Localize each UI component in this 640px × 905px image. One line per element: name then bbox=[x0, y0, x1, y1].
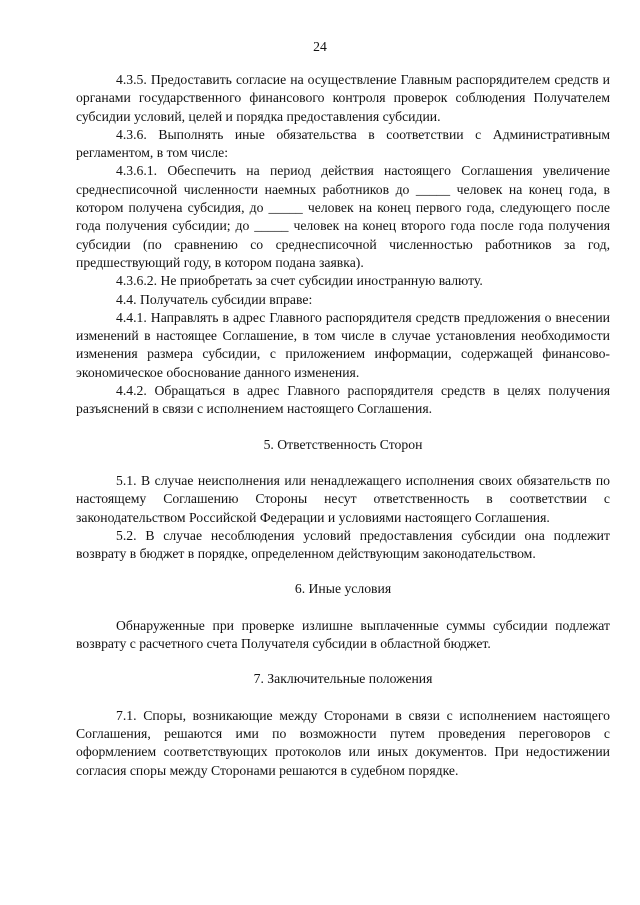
document-body bbox=[76, 71, 610, 780]
section-5-title: 5. Ответственность Сторон bbox=[263, 436, 423, 452]
clause-4-3-6: 4.3.6. Выполнять иные обязательства в соответствии с Административным регламентом, в том числе: bbox=[76, 126, 610, 161]
clause-4-4: 4.4. Получатель субсидии вправе: bbox=[116, 291, 313, 307]
clause-4-4-2: 4.4.2. Обращаться в адрес Главного распорядителя средств в целях получения разъяснений в связи с исполнением настоящего Соглашения. bbox=[76, 383, 610, 417]
clause-7-1: 7.1. Споры, возникающие между Сторонами в связи с исполнением настоящего Соглашения, решаются ими по возможности путем проведения переговоров с оформлением соответствующих протоколов или иных документов. При недостижении согласия споры между Сторонами решаются в судебном порядке. bbox=[76, 707, 610, 778]
section-7-title: 7. Заключительные положения bbox=[253, 671, 433, 687]
clause-6: Обнаруженные при проверке излишне выплаченные суммы субсидии подлежат возврату с расчетного счета Получателя субсидии в областной бюджет. bbox=[76, 617, 610, 652]
clause-4-3-6-1: 4.3.6.1. Обеспечить на период действия настоящего Соглашения увеличение среднесписочной численности наемных работников до _____ человек на конец года, в котором получена субсидия, до _____ человек на конец первого года, следующего после года получения субсидии; до _____ человек на конец второго года после года получения субсидии (по сравнению со среднесписочной численностью работников за год, предшествующий году, в котором подана заявка). bbox=[76, 163, 610, 270]
section-6-title: 6. Иные условия bbox=[294, 581, 392, 597]
clause-5-2: 5.2. В случае несоблюдения условий предоставления субсидии она подлежит возврату в бюджет в порядке, определенном действующим законодательством. bbox=[76, 527, 610, 562]
clause-4-4-1: 4.4.1. Направлять в адрес Главного распорядителя средств предложения о внесении изменений в настоящее Соглашение, в том числе в случае установления необходимости изменения размера субсидии, с приложением информации, содержащей финансово-экономическое обоснование данного изменения. bbox=[76, 309, 610, 380]
page-number: 24 bbox=[313, 39, 327, 54]
clause-5-1: 5.1. В случае неисполнения или ненадлежащего исполнения своих обязательств по настоящему Соглашению Стороны несут ответственность в соответствии с законодательством Российской Федерации и условиями настоящего Соглашения. bbox=[76, 472, 610, 525]
clause-4-3-5: 4.3.5. Предоставить согласие на осуществление Главным распорядителем средств и органами государственного финансового контроля проверок соблюдения Получателем субсидии условий, целей и порядка предоставления субсидии. bbox=[76, 72, 610, 124]
clause-4-3-6-2: 4.3.6.2. Не приобретать за счет субсидии иностранную валюту. bbox=[116, 273, 483, 289]
